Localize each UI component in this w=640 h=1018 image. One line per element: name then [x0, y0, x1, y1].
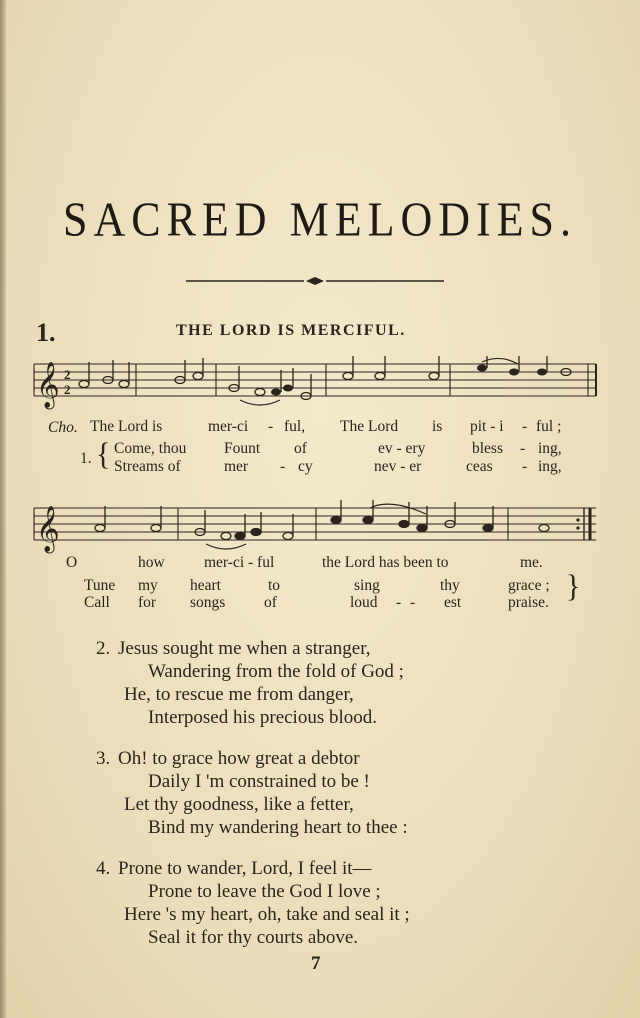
verse-line: Prone to wander, Lord, I feel it— — [118, 858, 372, 879]
lyric-s2-v1-7: grace ; — [508, 577, 550, 594]
lyric-s2-chorus-5: me. — [520, 554, 543, 571]
lyric-chorus-2: mer-ci — [208, 418, 249, 435]
music-staff-2 — [30, 498, 600, 558]
lyric-v1b-2: mer — [224, 458, 249, 475]
lyric-s2-v1-3: heart — [190, 577, 221, 594]
verse-line: Let thy goodness, like a fetter, — [124, 794, 354, 815]
verse-number: 2. — [96, 638, 111, 659]
title-ornament-rule — [186, 276, 444, 286]
lyric-v1b-4: cy — [298, 458, 313, 475]
lyric-v1b-1: Streams of — [114, 458, 181, 475]
lyric-s2-v2-7: - — [410, 594, 416, 611]
hymn-number: 1. — [36, 318, 56, 347]
page-spine-edge — [0, 0, 6, 1018]
lyric-s2-chorus-4: the Lord has been to — [322, 554, 449, 571]
svg-text:𝄞: 𝄞 — [36, 506, 60, 552]
music-staff-1 — [30, 356, 600, 420]
verse-line: Here 's my heart, oh, take and seal it ; — [124, 904, 410, 925]
lyric-chorus-6: is — [432, 418, 443, 435]
lyric-v1-3: of — [294, 440, 307, 457]
verse-line: Prone to leave the God I love ; — [148, 881, 381, 902]
lyric-s2-v2-8: est — [444, 594, 462, 611]
lyric-v1-7: ing, — [538, 440, 562, 457]
lyric-chorus-7: pit - i — [470, 418, 504, 435]
lyric-s2-chorus-1: O — [66, 554, 78, 571]
verse-line: Bind my wandering heart to thee : — [148, 817, 408, 838]
lyric-s2-v2-5: loud — [350, 594, 378, 611]
lyric-s2-v2-9: praise. — [508, 594, 549, 611]
lyric-s2-v2-6: - — [396, 594, 402, 611]
lyric-chorus-8: - — [522, 418, 528, 435]
lyric-chorus-5: The Lord — [340, 418, 399, 435]
brace-left: { — [96, 437, 111, 472]
page-title: SACRED MELODIES. — [62, 192, 578, 247]
verse-line: Daily I 'm constrained to be ! — [148, 771, 370, 792]
lyric-v1-2: Fount — [224, 440, 261, 457]
hymn-title: THE LORD IS MERCIFUL. — [176, 322, 406, 339]
lyric-v1b-5: nev - er — [374, 458, 422, 475]
verse-line: He, to rescue me from danger, — [124, 684, 354, 705]
lyric-s2-v1-1: Tune — [84, 577, 116, 594]
lyric-v1b-6: ceas — [466, 458, 493, 475]
svg-text:𝄞: 𝄞 — [36, 362, 60, 408]
lyric-s2-v2-1: Call — [84, 594, 110, 611]
lyric-s2-v2-4: of — [264, 594, 277, 611]
lyric-chorus-4: ful, — [284, 418, 306, 435]
chorus-label: Cho. — [48, 419, 78, 436]
lyric-v1-4: ev - ery — [378, 440, 426, 457]
lyric-v1b-8: ing, — [538, 458, 562, 475]
lyric-s2-chorus-2: how — [138, 554, 165, 571]
verse-number-1: 1. — [80, 450, 92, 467]
verse-2 — [96, 637, 404, 729]
verse-4 — [96, 857, 410, 949]
svg-text:2: 2 — [64, 367, 71, 382]
verse-number: 3. — [96, 748, 111, 769]
lyric-v1b-3: - — [280, 458, 286, 475]
verse-line: Seal it for thy courts above. — [148, 927, 359, 948]
lyric-v1-5: bless — [472, 440, 503, 457]
lyric-chorus-1: The Lord is — [90, 418, 163, 435]
verse-line: Oh! to grace how great a debtor — [118, 748, 360, 769]
verse-number: 4. — [96, 858, 111, 879]
lyric-s2-v1-6: thy — [440, 577, 460, 594]
verse-line: Interposed his precious blood. — [148, 707, 378, 728]
lyric-s2-v1-4: to — [268, 577, 281, 594]
lyric-v1-6: - — [520, 440, 526, 457]
lyric-s2-v2-2: for — [138, 594, 157, 611]
lyric-s2-chorus-3: mer-ci - ful — [204, 554, 275, 571]
verse-line: Wandering from the fold of God ; — [148, 661, 404, 682]
lyric-v1-1: Come, thou — [114, 440, 187, 457]
lyric-s2-v2-3: songs — [190, 594, 226, 611]
lyric-chorus-3: - — [268, 418, 274, 435]
brace-right: } — [566, 569, 581, 604]
verse-line: Jesus sought me when a stranger, — [118, 638, 371, 659]
svg-text:2: 2 — [64, 382, 71, 397]
lyric-chorus-9: ful ; — [536, 418, 562, 435]
lyric-s2-v1-2: my — [138, 577, 158, 594]
lyric-v1b-7: - — [522, 458, 528, 475]
verse-3 — [96, 747, 408, 839]
lyric-s2-v1-5: sing — [354, 577, 380, 594]
page-number: 7 — [311, 953, 321, 974]
